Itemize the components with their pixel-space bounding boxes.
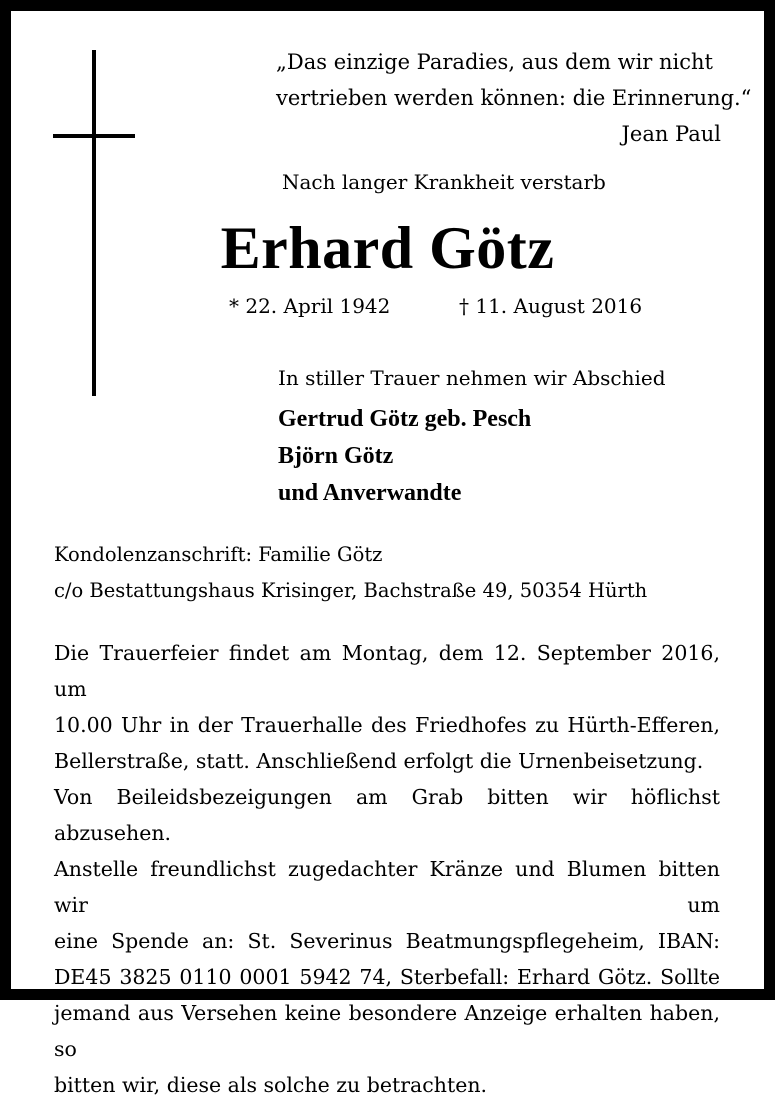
- notice-line: 10.00 Uhr in der Trauerhalle des Friedhofes zu Hürth-Efferen,: [54, 713, 720, 737]
- funeral-notice: [54, 635, 720, 1103]
- notice-line: Die Trauerfeier findet am Montag, dem 12. September 2016, um: [54, 641, 720, 701]
- notice-line: Bellerstraße, statt. Anschließend erfolgt die Urnenbeisetzung.: [54, 749, 704, 773]
- farewell-text: In stiller Trauer nehmen wir Abschied: [278, 366, 666, 390]
- lead-text: Nach langer Krankheit verstarb: [282, 170, 606, 194]
- notice-line: bitten wir, diese als solche zu betrachten.: [54, 1073, 488, 1097]
- notice-line: Von Beileidsbezeigungen am Grab bitten wir höflichst abzusehen.: [54, 785, 720, 845]
- family-member: und Anverwandte: [278, 480, 462, 506]
- death-date: † 11. August 2016: [459, 294, 643, 318]
- family-list: [278, 401, 531, 512]
- condolence-address: [54, 537, 647, 609]
- quote-line-1: „Das einzige Paradies, aus dem wir nicht: [276, 50, 713, 74]
- notice-line: jemand aus Versehen keine besondere Anzeige erhalten haben, so: [54, 1001, 720, 1061]
- notice-line: eine Spende an: St. Severinus Beatmungspflegeheim, IBAN:: [54, 929, 720, 953]
- family-member: Gertrud Götz geb. Pesch: [278, 406, 532, 432]
- notice-line: Anstelle freundlichst zugedachter Kränze und Blumen bitten wir um: [54, 857, 720, 917]
- condolence-line-1: Kondolenzanschrift: Familie Götz: [54, 543, 383, 566]
- family-member: Björn Götz: [278, 443, 394, 469]
- deceased-name: Erhard Götz: [220, 215, 555, 281]
- quote-author: Jean Paul: [621, 122, 721, 146]
- cross-icon-bar: [53, 134, 135, 138]
- birth-date: * 22. April 1942: [229, 294, 391, 318]
- quote-line-2: vertrieben werden können: die Erinnerung.“: [276, 86, 752, 110]
- condolence-line-2: c/o Bestattungshaus Krisinger, Bachstraße 49, 50354 Hürth: [54, 579, 648, 602]
- notice-line: DE45 3825 0110 0001 5942 74, Sterbefall: Erhard Götz. Sollte: [54, 965, 720, 989]
